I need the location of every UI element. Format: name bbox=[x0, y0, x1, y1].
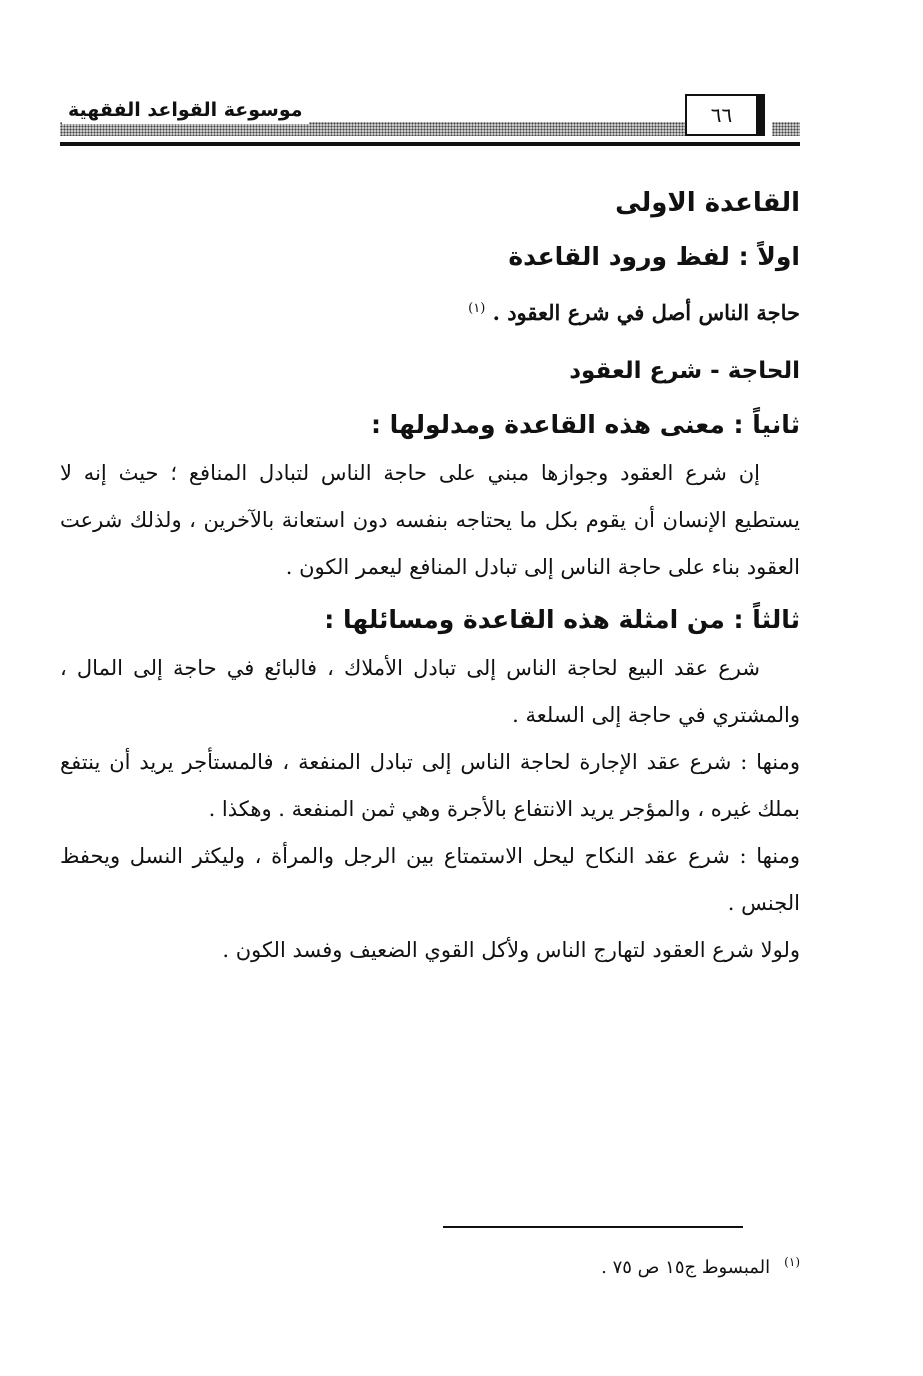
example-paragraph: ولولا شرع العقود لتهارج الناس ولأكل القوي الضعيف وفسد الكون . bbox=[222, 938, 800, 962]
book-title: موسوعة القواعد الفقهية bbox=[62, 96, 309, 124]
meaning-paragraph: إن شرع العقود وجوازها مبني على حاجة الناس لتبادل المنافع ؛ حيث إنه لا يستطيع الإنسان أن يقوم بكل ما يحتاجه بنفسه دون استعانة بالآخرين ، ولذلك شرعت العقود بناء على حاجة الناس إلى تبادل المنافع ليعمر الكون . bbox=[60, 461, 800, 579]
header-dotted-band-end bbox=[772, 122, 800, 136]
footnote-text: المبسوط ج١٥ ص ٧٥ . bbox=[601, 1257, 771, 1278]
page-content bbox=[60, 170, 800, 974]
page-number: ٦٦ bbox=[685, 94, 765, 136]
header-dotted-band bbox=[60, 122, 690, 136]
rule-name: القاعدة الاولى bbox=[615, 188, 800, 218]
rule-keywords: الحاجة - شرع العقود bbox=[569, 358, 800, 384]
example-paragraph: ومنها : شرع عقد النكاح ليحل الاستمتاع بين الرجل والمرأة ، وليكثر النسل ويحفظ الجنس . bbox=[60, 844, 800, 915]
section-heading-meaning: ثانياً : معنى هذه القاعدة ومدلولها : bbox=[370, 410, 800, 439]
footnote-reference: (١) bbox=[468, 301, 486, 316]
header-rule bbox=[60, 142, 800, 146]
page-header bbox=[60, 92, 800, 152]
section-heading-wording: اولاً : لفظ ورود القاعدة bbox=[508, 242, 800, 271]
footnote-marker: (١) bbox=[784, 1255, 800, 1269]
footnote-separator bbox=[443, 1226, 743, 1228]
section-heading-examples: ثالثاً : من امثلة هذه القاعدة ومسائلها : bbox=[324, 605, 800, 634]
rule-text bbox=[60, 284, 800, 338]
example-paragraph: شرع عقد البيع لحاجة الناس إلى تبادل الأملاك ، فالبائع في حاجة إلى المال ، والمشتري في حاجة إلى السلعة . bbox=[60, 656, 800, 727]
example-paragraph: ومنها : شرع عقد الإجارة لحاجة الناس إلى تبادل المنفعة ، فالمستأجر يريد أن ينتفع بملك غيره ، والمؤجر يريد الانتفاع بالأجرة وهي ثمن المنفعة . وهكذا . bbox=[60, 750, 800, 821]
rule-text-body: حاجة الناس أصل في شرع العقود . bbox=[492, 300, 800, 325]
footnote bbox=[601, 1255, 800, 1278]
